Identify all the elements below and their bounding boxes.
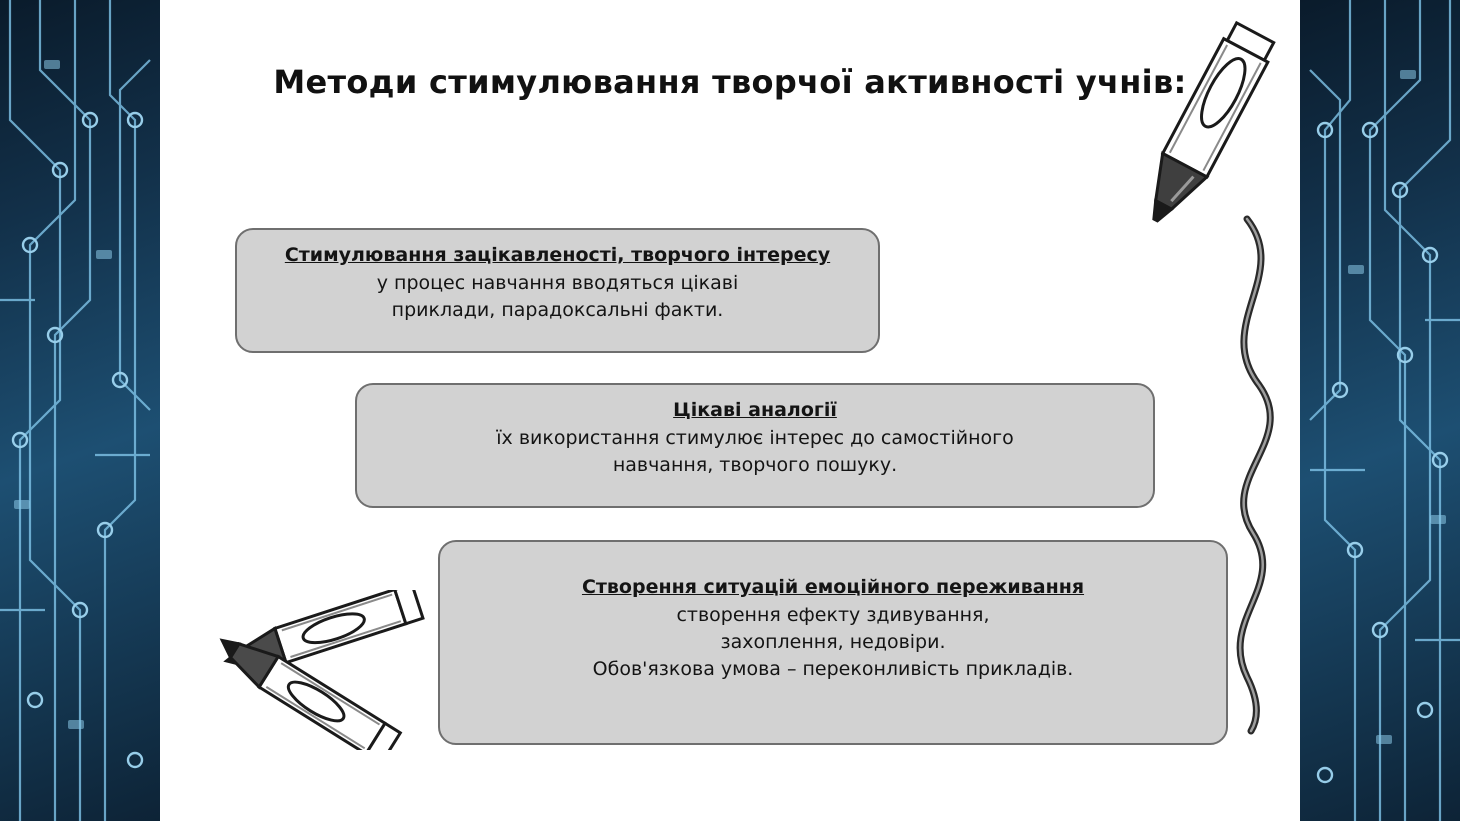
method-box-stimulation xyxy=(235,228,880,353)
method-box-line: у процес навчання вводяться цікаві xyxy=(376,271,739,294)
method-box-analogies xyxy=(355,383,1155,508)
method-box-line: створення ефекту здивування, xyxy=(676,603,990,626)
method-box-heading: Цікаві аналогії xyxy=(673,399,837,421)
method-box-line: навчання, творчого пошуку. xyxy=(612,453,898,476)
method-box-heading: Стимулювання зацікавленості, творчого інтересу xyxy=(284,244,831,266)
method-box-line: приклади, парадоксальні факти. xyxy=(391,298,724,321)
method-box-line: захоплення, недовіри. xyxy=(720,630,946,653)
method-box-emotional-situations xyxy=(438,540,1228,745)
method-box-line: їх використання стимулює інтерес до самостійного xyxy=(496,426,1014,449)
crayon-pair-icon xyxy=(200,590,450,750)
crayon-icon xyxy=(1115,10,1295,240)
crayon-squiggle-line xyxy=(1195,215,1325,735)
method-box-heading: Створення ситуацій емоційного переживання xyxy=(581,576,1085,598)
circuit-pattern-panel xyxy=(0,0,160,821)
method-box-line: Обов'язкова умова – переконливість прикладів. xyxy=(592,657,1074,680)
page-title: Методи стимулювання творчої активності учнів: xyxy=(273,63,1187,101)
left-decorative-panel xyxy=(0,0,160,821)
slide-content xyxy=(160,0,1300,821)
